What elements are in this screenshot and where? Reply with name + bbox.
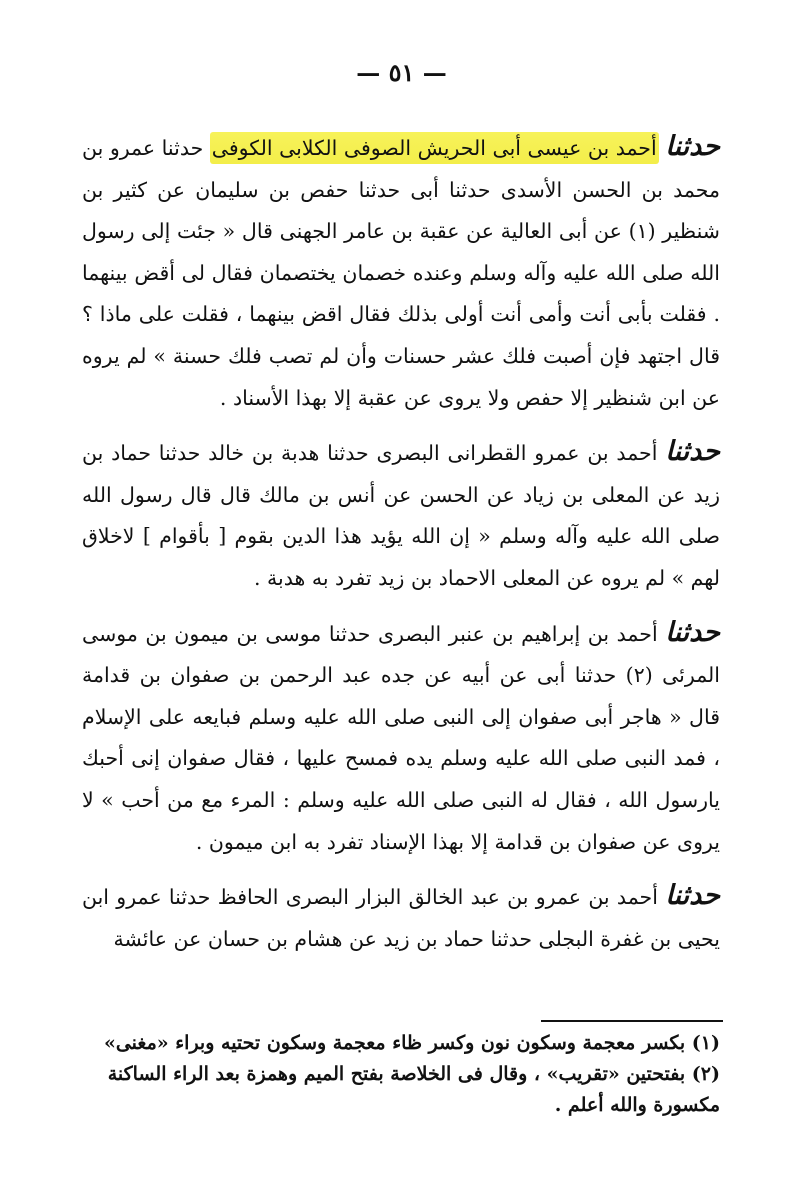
hadith-paragraph (82, 612, 720, 864)
paragraph-lead-word: حدثنا (665, 436, 720, 468)
hadith-paragraph (82, 431, 720, 599)
paragraph-text: أحمد بن عمرو القطرانى البصرى حدثنا هدبة بن خالد حدثنا حماد بن زيد عن المعلى بن زياد عن الحسن عن أنس بن مالك قال قال رسول الله صلى الله عليه وآله وسلم « إن الله يؤيد هذا الدين بقوم [ بأقوام ] لاخلاق لهم » لم يروه عن المعلى الاحماد بن زيد تفرد به هدبة . (82, 441, 720, 590)
footnote: (١) بكسر معجمة وسكون نون وكسر ظاء معجمة وسكون تحتيه وبراء «مغنى» (103, 1032, 720, 1054)
footnote-divider (541, 1020, 723, 1022)
page-number: — ٥١ — (356, 58, 447, 87)
footnotes (82, 1028, 720, 1121)
hadith-paragraph (82, 875, 720, 960)
body-text (82, 126, 720, 960)
paragraph-lead-word: حدثنا (665, 616, 720, 648)
footnote: (٢) بفتحتين «تقريب» ، وقال فى الخلاصة بفتح الميم وهمزة بعد الراء الساكنة مكسورة والله أعلم . (107, 1063, 720, 1116)
paragraph-text: حدثنا عمرو بن محمد بن الحسن الأسدى حدثنا أبى حدثنا حفص بن سليمان عن كثير بن شنظير (١) عن أبى العالية عن عقبة بن عامر الجهنى قال « جئت إلى رسول الله صلى الله عليه وآله وسلم وعنده خصمان يختصمان فقال لى أقض بينهما . فقلت بأبى أنت وأمى أنت أولى بذلك فقال اقض بينهما ، فقلت على ماذا ؟ قال اجتهد فإن أصبت فلك عشر حسنات وأن لم تصب فلك حسنة » لم يروه عن ابن شنظير إلا حفص ولا يروى عن عقبة إلا بهذا الأسناد . (82, 136, 720, 410)
paragraph-text: أحمد بن إبراهيم بن عنبر البصرى حدثنا موسى بن ميمون بن موسى المرئى (٢) حدثنا أبى عن أبيه عن جده عبد الرحمن بن صفوان بن قدامة قال « هاجر أبى صفوان إلى النبى صلى الله عليه وسلم فبايعه على الإسلام ، فمد النبى صلى الله عليه وسلم يده فمسح عليها ، فقال صفوان إنى أحبك يارسول الله ، فقال له النبى صلى الله عليه وسلم : المرء مع من أحب » لا يروى عن صفوان بن قدامة إلا بهذا الإسناد تفرد به ابن ميمون . (82, 621, 720, 854)
paragraph-lead-word: حدثنا (665, 131, 720, 162)
highlighted-narrator-name: أحمد بن عيسى أبى الحريش الصوفى الكلابى الكوفى (210, 132, 659, 164)
hadith-paragraph (82, 126, 720, 419)
paragraph-text: أحمد بن عمرو بن عبد الخالق البزار البصرى الحافظ حدثنا عمرو ابن يحيى بن غفرة البجلى حدثنا حماد بن زيد عن هشام بن حسان عن عائشة (82, 885, 720, 951)
paragraph-lead-word: حدثنا (665, 880, 720, 912)
